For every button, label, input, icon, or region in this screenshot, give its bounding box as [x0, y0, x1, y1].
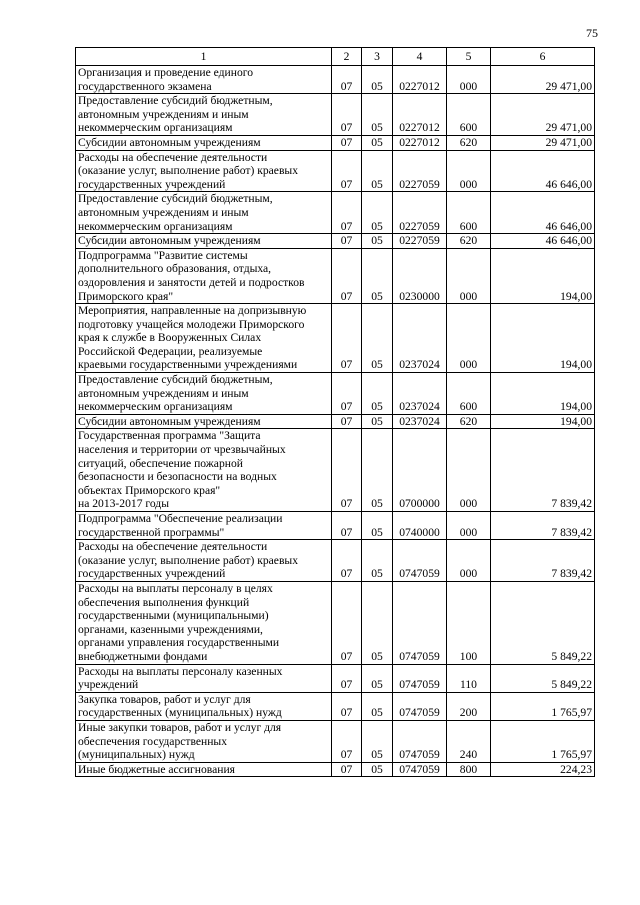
row-name: Предоставление субсидий бюджетным, автономным учреждениям и иным некоммерческим организациям — [78, 373, 273, 414]
row-name-cell — [76, 234, 332, 249]
row-code-cell: 000 — [447, 150, 491, 192]
row-code-cell: 07 — [332, 192, 362, 234]
row-code-cell: 05 — [362, 692, 393, 720]
row-code-cell: 07 — [332, 720, 362, 762]
row-code-cell: 05 — [362, 135, 393, 150]
row-name-cell — [76, 248, 332, 303]
table-row — [76, 192, 595, 234]
row-code-cell: 0237024 — [393, 414, 447, 429]
row-code-cell: 05 — [362, 414, 393, 429]
row-name: Субсидии автономным учреждениям — [78, 414, 261, 428]
row-code-cell: 620 — [447, 135, 491, 150]
row-code-cell: 07 — [332, 692, 362, 720]
table-body — [76, 66, 595, 777]
row-amount-cell: 1 765,97 — [491, 720, 595, 762]
row-code-cell: 0747059 — [393, 581, 447, 664]
row-name-cell — [76, 192, 332, 234]
column-header: 5 — [447, 48, 491, 66]
table-row — [76, 373, 595, 415]
header-row — [76, 48, 595, 66]
row-code-cell: 000 — [447, 66, 491, 94]
row-code-cell: 05 — [362, 150, 393, 192]
row-code-cell: 0227059 — [393, 192, 447, 234]
table-row — [76, 540, 595, 582]
row-code-cell: 05 — [362, 373, 393, 415]
row-name: Иные бюджетные ассигнования — [78, 762, 235, 776]
row-amount-cell: 5 849,22 — [491, 664, 595, 692]
page-number: 75 — [586, 26, 598, 40]
row-code-cell: 05 — [362, 94, 393, 136]
row-name-cell — [76, 150, 332, 192]
row-amount-cell: 46 646,00 — [491, 234, 595, 249]
row-name-cell — [76, 720, 332, 762]
row-code-cell: 240 — [447, 720, 491, 762]
row-code-cell: 07 — [332, 664, 362, 692]
row-code-cell: 0747059 — [393, 762, 447, 777]
table-row — [76, 581, 595, 664]
row-code-cell: 07 — [332, 304, 362, 373]
row-code-cell: 0237024 — [393, 304, 447, 373]
row-code-cell: 07 — [332, 150, 362, 192]
row-amount-cell: 224,23 — [491, 762, 595, 777]
row-code-cell: 05 — [362, 512, 393, 540]
table-row — [76, 135, 595, 150]
row-code-cell: 05 — [362, 234, 393, 249]
row-code-cell: 110 — [447, 664, 491, 692]
row-amount-cell: 29 471,00 — [491, 66, 595, 94]
row-code-cell: 000 — [447, 540, 491, 582]
row-code-cell: 07 — [332, 414, 362, 429]
row-code-cell: 000 — [447, 248, 491, 303]
row-name: Государственная программа "Защита населения и территории от чрезвычайных ситуаций, обеспечение пожарной безопасности и безопасности на водных объектах Приморского края" на 2013-2017 годы — [78, 429, 286, 511]
column-header: 2 — [332, 48, 362, 66]
table-row — [76, 248, 595, 303]
row-code-cell: 000 — [447, 512, 491, 540]
row-name-cell — [76, 66, 332, 94]
row-amount-cell: 194,00 — [491, 414, 595, 429]
row-code-cell: 600 — [447, 192, 491, 234]
row-code-cell: 0747059 — [393, 664, 447, 692]
row-amount-cell: 29 471,00 — [491, 94, 595, 136]
row-name: Расходы на обеспечение деятельности (оказание услуг, выполнение работ) краевых государственных учреждений — [78, 540, 299, 581]
row-name-cell — [76, 94, 332, 136]
row-code-cell: 000 — [447, 304, 491, 373]
row-name: Закупка товаров, работ и услуг для государственных (муниципальных) нужд — [78, 692, 282, 720]
row-code-cell: 07 — [332, 762, 362, 777]
row-code-cell: 07 — [332, 581, 362, 664]
row-amount-cell: 194,00 — [491, 373, 595, 415]
row-name-cell — [76, 664, 332, 692]
table-row — [76, 150, 595, 192]
row-amount-cell: 7 839,42 — [491, 429, 595, 512]
row-amount-cell: 46 646,00 — [491, 150, 595, 192]
row-code-cell: 07 — [332, 66, 362, 94]
column-header: 6 — [491, 48, 595, 66]
row-code-cell: 05 — [362, 304, 393, 373]
table-row — [76, 692, 595, 720]
row-code-cell: 07 — [332, 512, 362, 540]
row-amount-cell: 7 839,42 — [491, 540, 595, 582]
row-amount-cell: 194,00 — [491, 304, 595, 373]
table-row — [76, 66, 595, 94]
row-code-cell: 05 — [362, 664, 393, 692]
row-code-cell: 05 — [362, 540, 393, 582]
row-code-cell: 07 — [332, 248, 362, 303]
column-header: 1 — [76, 48, 332, 66]
row-code-cell: 0227012 — [393, 94, 447, 136]
row-name: Субсидии автономным учреждениям — [78, 234, 261, 248]
row-name-cell — [76, 373, 332, 415]
row-name: Мероприятия, направленные на допризывную подготовку учащейся молодежи Приморского края к службе в Вооруженных Силах Российской Федерации, реализуемые краевыми государственными учреждениями — [78, 304, 307, 372]
row-name: Предоставление субсидий бюджетным, автономным учреждениям и иным некоммерческим организациям — [78, 192, 273, 233]
row-name-cell — [76, 304, 332, 373]
row-name-cell — [76, 581, 332, 664]
row-code-cell: 05 — [362, 429, 393, 512]
row-name: Расходы на выплаты персоналу в целях обеспечения выполнения функций государственными (муниципальными) органами, казенными учреждениями, органами управления государственными внебюджетными фондами — [78, 581, 280, 663]
row-code-cell: 620 — [447, 234, 491, 249]
row-amount-cell: 5 849,22 — [491, 581, 595, 664]
row-name: Подпрограмма "Обеспечение реализации государственной программы" — [78, 512, 283, 539]
row-name-cell — [76, 762, 332, 777]
row-code-cell: 0740000 — [393, 512, 447, 540]
row-name: Подпрограмма "Развитие системы дополнительного образования, отдыха, оздоровления и занятости детей и подростков Приморского края" — [78, 248, 305, 303]
row-name-cell — [76, 414, 332, 429]
table-row — [76, 762, 595, 777]
row-amount-cell: 29 471,00 — [491, 135, 595, 150]
row-name-cell — [76, 692, 332, 720]
table-row — [76, 664, 595, 692]
row-code-cell: 07 — [332, 429, 362, 512]
row-code-cell: 100 — [447, 581, 491, 664]
row-code-cell: 0227012 — [393, 66, 447, 94]
table-row — [76, 720, 595, 762]
table-row — [76, 234, 595, 249]
column-header: 3 — [362, 48, 393, 66]
column-header: 4 — [393, 48, 447, 66]
row-code-cell: 0227059 — [393, 150, 447, 192]
row-code-cell: 0227012 — [393, 135, 447, 150]
row-name: Предоставление субсидий бюджетным, автономным учреждениям и иным некоммерческим организациям — [78, 94, 273, 135]
row-code-cell: 05 — [362, 192, 393, 234]
row-code-cell: 05 — [362, 66, 393, 94]
row-code-cell: 0747059 — [393, 540, 447, 582]
row-code-cell: 07 — [332, 234, 362, 249]
row-name: Организация и проведение единого государственного экзамена — [78, 66, 254, 93]
row-amount-cell: 194,00 — [491, 248, 595, 303]
row-code-cell: 0700000 — [393, 429, 447, 512]
row-code-cell: 800 — [447, 762, 491, 777]
row-name: Субсидии автономным учреждениям — [78, 135, 261, 149]
row-amount-cell: 1 765,97 — [491, 692, 595, 720]
row-name: Иные закупки товаров, работ и услуг для обеспечения государственных (муниципальных) нужд — [78, 720, 282, 762]
row-code-cell: 07 — [332, 135, 362, 150]
row-name-cell — [76, 135, 332, 150]
row-amount-cell: 7 839,42 — [491, 512, 595, 540]
table-row — [76, 414, 595, 429]
row-code-cell: 05 — [362, 762, 393, 777]
table-row — [76, 429, 595, 512]
row-name-cell — [76, 429, 332, 512]
row-code-cell: 0230000 — [393, 248, 447, 303]
row-name: Расходы на обеспечение деятельности (оказание услуг, выполнение работ) краевых государственных учреждений — [78, 150, 299, 191]
row-amount-cell: 46 646,00 — [491, 192, 595, 234]
row-code-cell: 0237024 — [393, 373, 447, 415]
row-code-cell: 620 — [447, 414, 491, 429]
row-code-cell: 05 — [362, 248, 393, 303]
table-row — [76, 94, 595, 136]
row-code-cell: 05 — [362, 581, 393, 664]
row-code-cell: 200 — [447, 692, 491, 720]
row-name: Расходы на выплаты персоналу казенных учреждений — [78, 664, 283, 692]
row-code-cell: 07 — [332, 94, 362, 136]
row-code-cell: 07 — [332, 540, 362, 582]
row-code-cell: 0747059 — [393, 692, 447, 720]
row-name-cell — [76, 540, 332, 582]
row-name-cell — [76, 512, 332, 540]
budget-table — [75, 47, 595, 777]
table-row — [76, 304, 595, 373]
row-code-cell: 05 — [362, 720, 393, 762]
row-code-cell: 600 — [447, 94, 491, 136]
row-code-cell: 0227059 — [393, 234, 447, 249]
table-row — [76, 512, 595, 540]
row-code-cell: 07 — [332, 373, 362, 415]
row-code-cell: 000 — [447, 429, 491, 512]
row-code-cell: 0747059 — [393, 720, 447, 762]
row-code-cell: 600 — [447, 373, 491, 415]
